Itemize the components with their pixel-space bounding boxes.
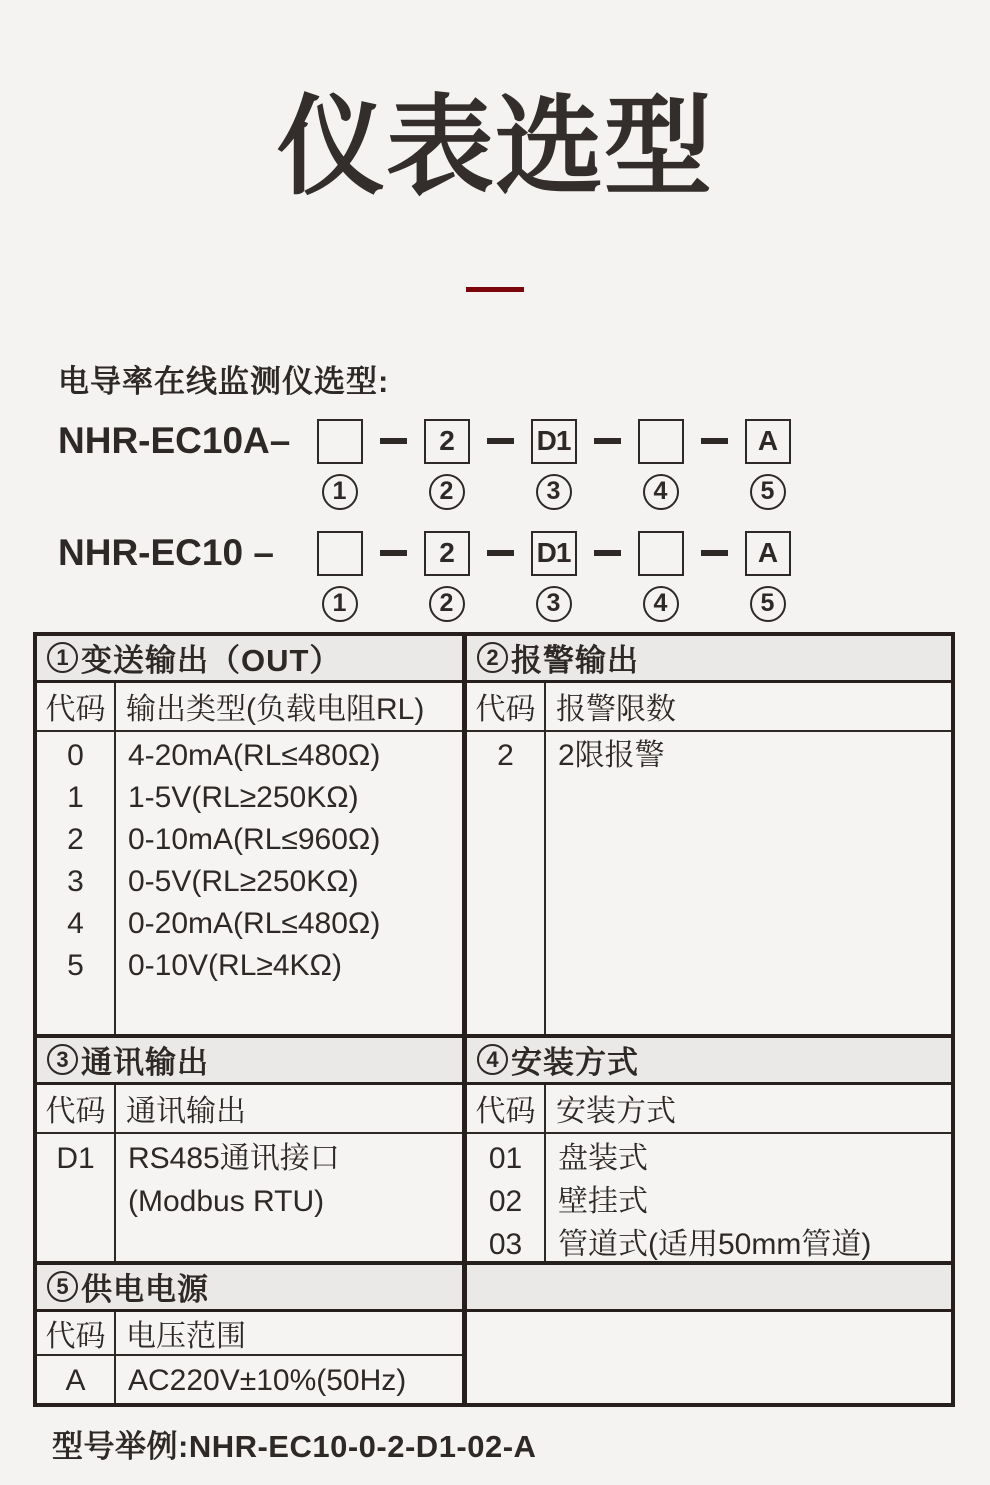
section-content-row	[37, 1312, 951, 1403]
section-header-row	[37, 1265, 951, 1312]
page-title: 仪表选型	[276, 86, 713, 207]
empty-header-cell	[462, 1265, 951, 1309]
circled-number-1: 1	[322, 586, 358, 622]
code-cells	[467, 1134, 546, 1261]
code-cells	[467, 732, 546, 1034]
circled-number-1: 1	[322, 474, 358, 510]
model-box-1	[317, 531, 363, 576]
circled-number-2: 2	[477, 642, 508, 673]
code-cells	[37, 732, 116, 1034]
section-content-row	[37, 683, 951, 1034]
column-header-row	[467, 683, 951, 732]
section-2-header	[462, 636, 951, 680]
circled-number-3: 3	[536, 586, 572, 622]
type-value: 4-20mA(RL≤480Ω)	[128, 738, 381, 772]
table-band-2	[37, 1034, 951, 1261]
section-3-header	[37, 1038, 462, 1082]
dash-separator	[380, 550, 407, 556]
model-box-3: D1	[531, 531, 577, 576]
circled-number-1: 1	[47, 642, 78, 673]
section-4-body	[467, 1134, 951, 1261]
model-box-3: D1	[531, 419, 577, 464]
type-value: RS485通讯接口	[128, 1141, 340, 1175]
column-header-row	[37, 683, 462, 732]
section-4-content	[462, 1085, 951, 1261]
code-value: 03	[488, 1227, 523, 1261]
type-column-header: 报警限数	[556, 693, 676, 727]
section-4-header	[462, 1038, 951, 1082]
section-2-content	[462, 683, 951, 1034]
code-value: D1	[56, 1141, 95, 1175]
type-cells	[546, 1134, 951, 1261]
type-value: 壁挂式	[558, 1184, 648, 1218]
model-code-diagrams	[58, 419, 990, 622]
dash-separator	[487, 550, 514, 556]
model-box-4	[638, 419, 684, 464]
table-band-1	[37, 636, 951, 1034]
selection-intro-label: 电导率在线监测仪选型:	[58, 363, 390, 399]
code-value: A	[65, 1363, 86, 1397]
empty-cell	[467, 1312, 951, 1403]
type-value: 0-10V(RL≥4KΩ)	[128, 948, 342, 982]
table-band-3	[37, 1261, 951, 1403]
type-value: 1-5V(RL≥250KΩ)	[128, 780, 359, 814]
dash-separator	[701, 438, 728, 444]
code-value: 0	[67, 738, 84, 772]
type-column-header: 安装方式	[556, 1095, 676, 1129]
section-header-row	[37, 1038, 951, 1085]
circled-number-2: 2	[429, 474, 465, 510]
type-cells	[116, 732, 462, 1034]
code-value: 2	[497, 738, 514, 772]
code-cells	[37, 1134, 116, 1261]
type-value: (Modbus RTU)	[128, 1184, 325, 1218]
code-value: 02	[488, 1184, 523, 1218]
model-row-nhr-ec10a	[58, 419, 990, 510]
circled-number-5: 5	[750, 474, 786, 510]
title-accent-divider	[466, 287, 524, 292]
dash-separator	[594, 438, 621, 444]
model-example-label: 型号举例:NHR-EC10-0-2-D1-02-A	[52, 1428, 537, 1464]
column-header-row	[37, 1085, 462, 1134]
type-cells	[116, 1356, 462, 1403]
code-column-header: 代码	[467, 1085, 546, 1132]
section-5-content	[37, 1312, 462, 1403]
circled-number-5: 5	[47, 1271, 78, 1302]
column-header-row	[37, 1312, 462, 1356]
section-header-row	[37, 636, 951, 683]
section-1-header	[37, 636, 462, 680]
code-value: 4	[67, 906, 84, 940]
section-1-title: 变送输出（OUT）	[81, 643, 342, 679]
code-value: 5	[67, 948, 84, 982]
section-3-content	[37, 1085, 462, 1261]
selection-table	[33, 632, 955, 1407]
type-cells	[116, 1134, 462, 1261]
section-1-body	[37, 732, 462, 1034]
type-value: 0-10mA(RL≤960Ω)	[128, 822, 381, 856]
dash-separator	[380, 438, 407, 444]
circled-number-2: 2	[429, 586, 465, 622]
dash-separator	[594, 550, 621, 556]
section-5-header	[37, 1265, 462, 1309]
section-5-body	[37, 1356, 462, 1403]
type-column-header: 电压范围	[126, 1319, 246, 1353]
circled-number-3: 3	[47, 1044, 78, 1075]
model-box-2: 2	[424, 531, 470, 576]
code-cells	[37, 1356, 116, 1403]
circled-number-4: 4	[477, 1044, 508, 1075]
section-content-row	[37, 1085, 951, 1261]
type-value: 0-20mA(RL≤480Ω)	[128, 906, 381, 940]
section-4-title: 安装方式	[511, 1045, 639, 1081]
code-value: 2	[67, 822, 84, 856]
section-2-body	[467, 732, 951, 1034]
column-header-row	[467, 1085, 951, 1134]
type-value: 2限报警	[558, 738, 665, 772]
circled-number-4: 4	[643, 474, 679, 510]
type-value: AC220V±10%(50Hz)	[128, 1363, 407, 1397]
section-2-title: 报警输出	[511, 643, 639, 679]
empty-right-cell	[462, 1312, 951, 1403]
code-value: 3	[67, 864, 84, 898]
section-1-content	[37, 683, 462, 1034]
model-prefix-label: NHR-EC10 –	[58, 532, 274, 574]
model-box-5: A	[745, 531, 791, 576]
section-5-title: 供电电源	[81, 1272, 209, 1308]
code-column-header: 代码	[37, 1312, 116, 1354]
circled-number-4: 4	[643, 586, 679, 622]
circled-number-3: 3	[536, 474, 572, 510]
circled-number-5: 5	[750, 586, 786, 622]
model-box-4	[638, 531, 684, 576]
type-cells	[546, 732, 951, 1034]
code-value: 1	[67, 780, 84, 814]
section-3-title: 通讯输出	[81, 1045, 209, 1081]
type-value: 0-5V(RL≥250KΩ)	[128, 864, 359, 898]
type-column-header: 通讯输出	[126, 1095, 246, 1129]
dash-separator	[487, 438, 514, 444]
dash-separator	[701, 550, 728, 556]
type-value: 管道式(适用50mm管道)	[558, 1227, 872, 1261]
section-3-body	[37, 1134, 462, 1261]
type-column-header: 输出类型(负载电阻RL)	[126, 693, 425, 727]
model-box-2: 2	[424, 419, 470, 464]
type-value: 盘装式	[558, 1141, 648, 1175]
model-box-1	[317, 419, 363, 464]
code-column-header: 代码	[37, 683, 116, 730]
model-prefix-label: NHR-EC10A–	[58, 420, 291, 462]
model-box-5: A	[745, 419, 791, 464]
code-column-header: 代码	[37, 1085, 116, 1132]
code-column-header: 代码	[467, 683, 546, 730]
model-row-nhr-ec10	[58, 531, 990, 622]
code-value: 01	[488, 1141, 523, 1175]
